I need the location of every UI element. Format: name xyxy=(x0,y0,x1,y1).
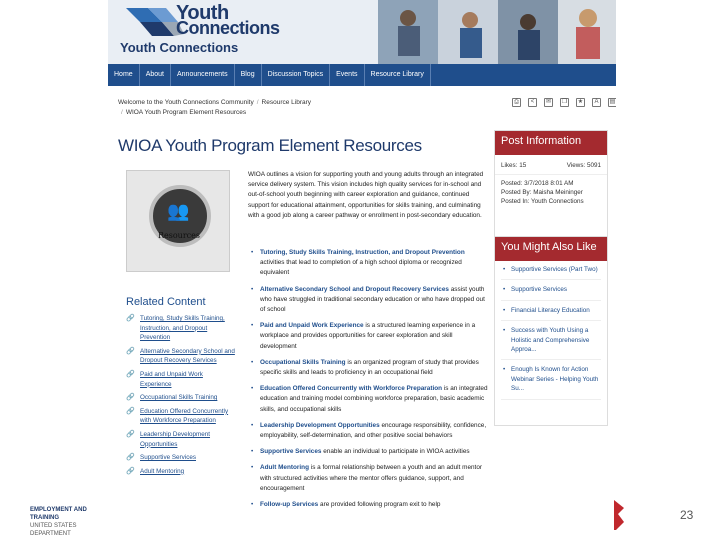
element-description: is an integrated education and training model combining workforce preparation, basic academic skills, and occupational skills xyxy=(260,385,488,413)
related-link[interactable] xyxy=(126,467,236,477)
list-item xyxy=(248,463,488,494)
related-link[interactable] xyxy=(126,393,236,403)
post-stats xyxy=(495,155,607,175)
logo-word-youth: Youth xyxy=(176,2,229,24)
element-description: enable an individual to participate in WIOA activities xyxy=(321,448,470,456)
flag-logo-icon xyxy=(612,500,626,530)
list-item xyxy=(248,421,488,441)
posted-by: Posted By: Maisha Meininger xyxy=(501,189,583,196)
site-banner xyxy=(108,0,616,64)
site-title: Youth Connections xyxy=(120,40,239,55)
posted-in: Posted In: Youth Connections xyxy=(501,198,584,205)
nav-discussion-topics[interactable]: Discussion Topics xyxy=(262,64,331,86)
element-description: are provided following program exit to help xyxy=(318,501,441,509)
slide-page-number: 23 xyxy=(680,508,694,522)
element-link[interactable]: Follow-up Services xyxy=(260,501,319,509)
breadcrumb-resource-library[interactable]: Resource Library xyxy=(261,99,312,106)
nav-home[interactable]: Home xyxy=(108,64,140,86)
list-item xyxy=(248,384,488,415)
you-might-also-like-heading: You Might Also Like xyxy=(495,237,607,261)
intro-paragraph: WIOA outlines a vision for supporting youth and young adults through an integrated service delivery system. This vision includes high quality services for in-school and out-of-school youth beginning with career exploration and guidance, continued support for educational attainment, opportunities for skills training, and culminating with a good job along a career pathway or enrollment in post-secondary education. xyxy=(248,171,484,219)
element-link[interactable]: Supportive Services xyxy=(260,448,322,456)
link-icon: 🔗 xyxy=(126,315,135,322)
posted-date: Posted: 3/7/2018 8:01 AM xyxy=(501,180,574,187)
link-icon: 🔗 xyxy=(126,467,135,475)
link-icon: 🔗 xyxy=(126,407,135,415)
post-information-panel xyxy=(494,130,608,238)
thumbnail-caption: Resources xyxy=(158,231,200,240)
suggestion-link[interactable]: • Success with Youth Using a Holistic and Comprehensive Approa... xyxy=(501,326,601,360)
list-item xyxy=(248,248,488,279)
element-link[interactable]: Education Offered Concurrently with Workforce Preparation xyxy=(260,385,443,393)
link-icon: 🔗 xyxy=(126,347,135,355)
element-description: assist youth who have struggled in traditional secondary education or who have dropped out of school xyxy=(260,285,485,314)
element-description: is an organized program of study that provides specific skills and leads to proficiency in an occupational field xyxy=(260,358,479,377)
related-link-label: Tutoring, Study Skills Training, Instruction, and Dropout Prevention xyxy=(140,315,225,342)
slide-margin-left xyxy=(0,0,108,540)
element-description: is a formal relationship between a youth and an adult mentor with structured activities where the mentor offers guidance, support, and encouragement xyxy=(260,464,483,492)
text-size-icon[interactable]: A xyxy=(592,98,601,107)
breadcrumb-community[interactable]: Welcome to the Youth Connections Community xyxy=(118,99,254,106)
related-content-list xyxy=(126,314,236,480)
list-item xyxy=(248,358,488,378)
people-icon: 👥 xyxy=(167,201,190,221)
link-icon: 🔗 xyxy=(126,370,135,378)
related-link-label: Supportive Services xyxy=(140,454,196,462)
element-link[interactable]: Tutoring, Study Skills Training, Instruction, and Dropout Prevention xyxy=(260,249,465,256)
breadcrumb-current: WIOA Youth Program Element Resources xyxy=(125,109,247,116)
element-link[interactable]: Adult Mentoring xyxy=(260,464,309,472)
logo-word-connections: Connections xyxy=(176,18,280,38)
list-item xyxy=(248,321,488,352)
element-link[interactable]: Paid and Unpaid Work Experience xyxy=(260,322,364,330)
suggestion-link[interactable]: • Supportive Services xyxy=(501,285,601,300)
list-item xyxy=(248,447,488,457)
related-content-heading: Related Content xyxy=(126,296,206,308)
nav-about[interactable]: About xyxy=(140,64,171,86)
print-friendly-icon[interactable]: ▤ xyxy=(609,99,616,105)
you-might-also-like-panel xyxy=(494,236,608,426)
website-screenshot xyxy=(108,0,616,540)
nav-resource-library[interactable]: Resource Library xyxy=(365,64,431,86)
list-item xyxy=(248,500,488,510)
resources-thumbnail xyxy=(126,170,230,272)
share-icon[interactable]: < xyxy=(528,98,537,107)
link-icon: 🔗 xyxy=(126,454,135,462)
footer-line-1: EMPLOYMENT AND TRAINING xyxy=(30,507,87,521)
nav-announcements[interactable]: Announcements xyxy=(171,64,235,86)
related-link-label: Education Offered Concurrently with Workforce Preparation xyxy=(140,407,229,425)
page-toolbar xyxy=(512,98,616,107)
related-link-label: Occupational Skills Training xyxy=(140,394,218,402)
post-information-heading: Post Information xyxy=(495,131,607,155)
nav-blog[interactable]: Blog xyxy=(235,64,262,86)
suggestion-link[interactable]: • Financial Literacy Education xyxy=(501,306,601,321)
element-link[interactable]: Alternative Secondary School and Dropout Recovery Services xyxy=(260,285,449,293)
main-nav xyxy=(108,64,616,86)
element-link[interactable]: Occupational Skills Training xyxy=(260,358,346,366)
dol-footer-logo xyxy=(30,506,110,538)
favorite-icon[interactable]: ★ xyxy=(577,99,584,105)
related-link[interactable] xyxy=(126,430,236,449)
banner-photo xyxy=(378,0,616,64)
related-link-label: Alternative Secondary School and Dropout Recovery Services xyxy=(140,347,235,365)
print-icon[interactable]: ⎙ xyxy=(512,98,521,107)
related-link-label: Leadership Development Opportunities xyxy=(140,430,211,448)
related-link-label: Adult Mentoring xyxy=(140,467,185,475)
program-elements-list xyxy=(248,248,488,516)
link-icon: 🔗 xyxy=(126,430,135,438)
related-link-label: Paid and Unpaid Work Experience xyxy=(140,370,203,388)
element-description: is a structured learning experience in a workplace and provides opportunities for career exploration and skill development xyxy=(260,322,476,350)
nav-events[interactable]: Events xyxy=(330,64,364,86)
related-link[interactable] xyxy=(126,407,236,426)
link-icon: 🔗 xyxy=(126,394,135,402)
related-link[interactable] xyxy=(126,370,236,389)
page-title: WIOA Youth Program Element Resources xyxy=(118,136,422,155)
related-link[interactable] xyxy=(126,453,236,463)
email-icon[interactable]: ✉ xyxy=(545,99,552,105)
likes-count: Likes: 15 xyxy=(501,162,527,169)
suggestion-link[interactable]: • Supportive Services (Part Two) xyxy=(501,265,601,280)
list-item xyxy=(248,285,488,316)
element-description: activities that lead to completion of a high school diploma or recognized equivalent xyxy=(260,259,462,277)
copy-icon[interactable]: ❐ xyxy=(561,99,568,105)
element-link[interactable]: Leadership Development Opportunities xyxy=(260,421,380,429)
suggestion-link[interactable]: • Enough Is Known for Action Webinar Series - Helping Youth Su... xyxy=(501,365,601,399)
related-link[interactable] xyxy=(126,314,236,343)
views-count: Views: 5091 xyxy=(566,162,601,169)
related-link[interactable] xyxy=(126,347,236,366)
element-description: encourage responsibility, confidence, employability, self-determination, and other positive social behaviors xyxy=(260,421,487,440)
breadcrumb: Welcome to the Youth Connections Community / Resource Library / WIOA Youth Program Element Resources xyxy=(118,99,312,116)
suggestions-list xyxy=(495,261,607,409)
footer-line-2: UNITED STATES DEPARTMENT xyxy=(30,523,77,537)
